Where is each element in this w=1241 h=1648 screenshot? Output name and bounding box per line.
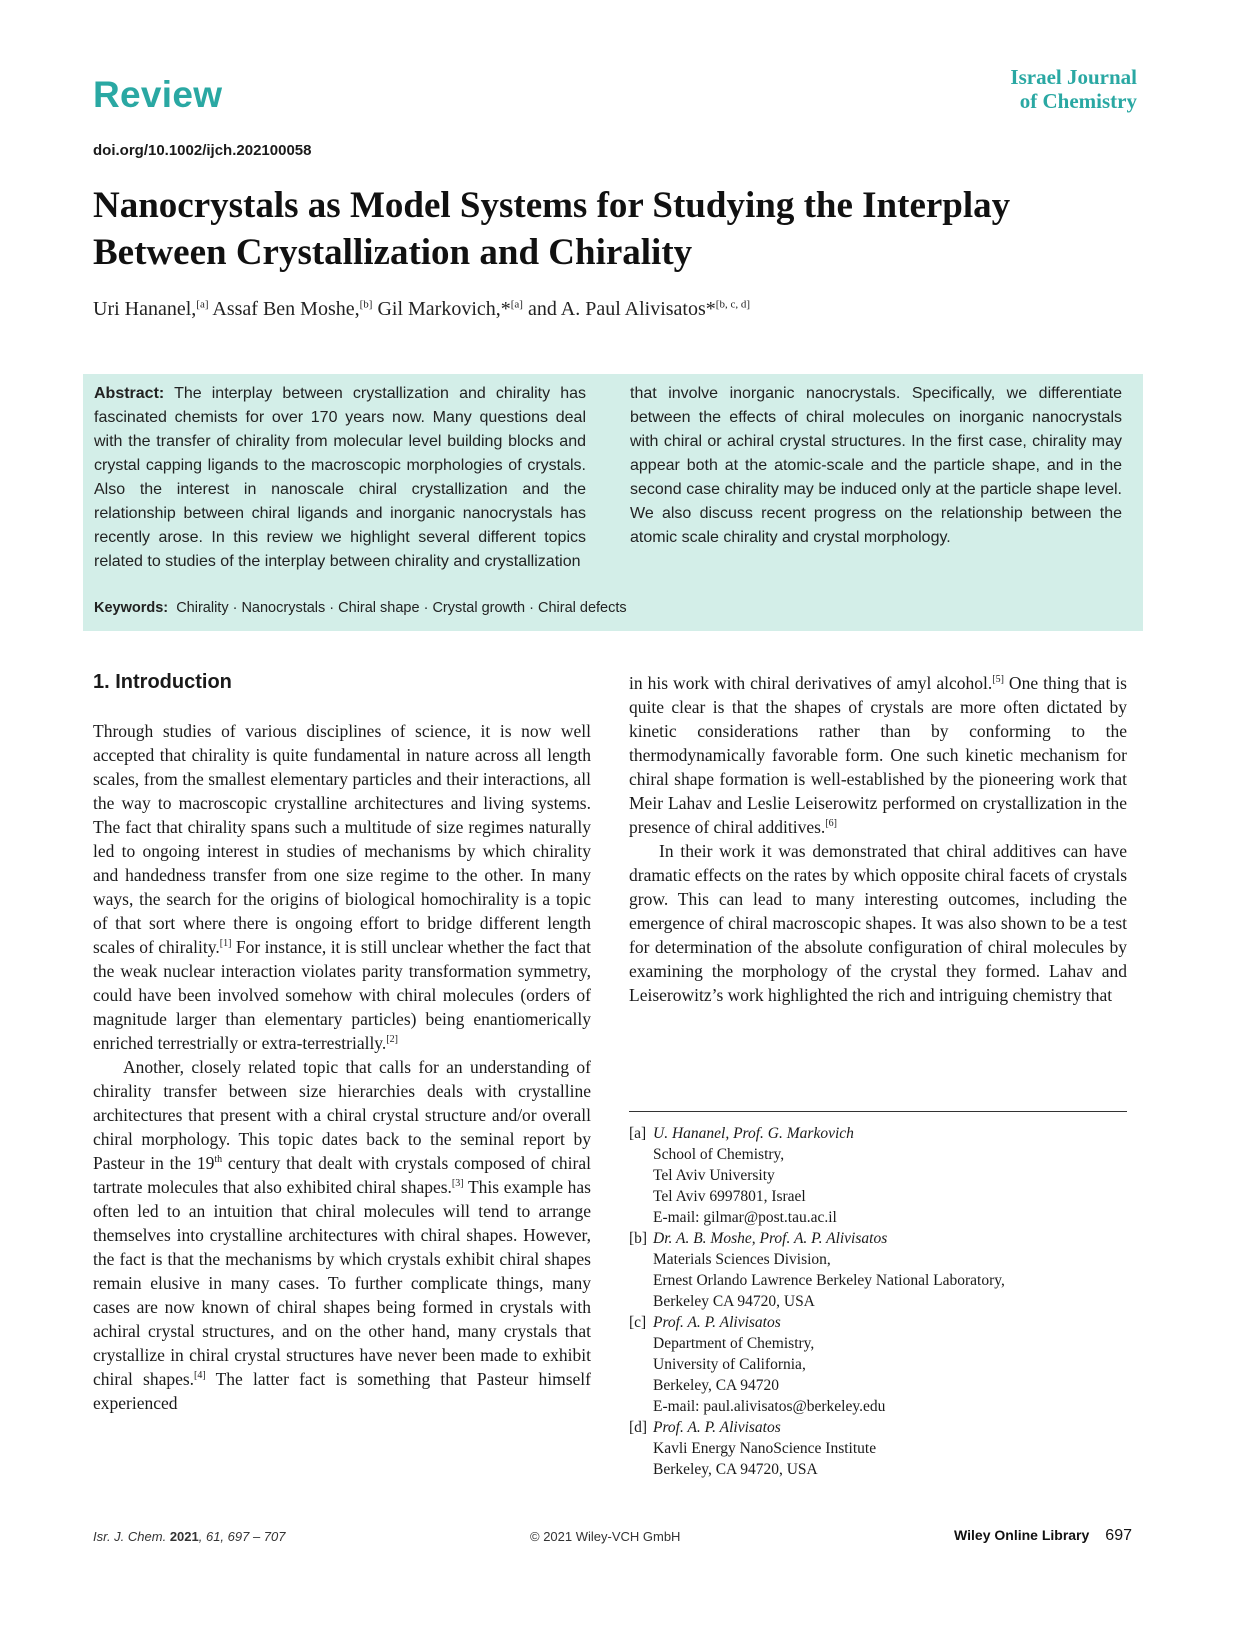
article-title [93,182,1153,276]
footnote-divider [629,1111,1127,1112]
affiliation-header [629,1312,1139,1333]
affiliation-names: Prof. A. P. Alivisatos [653,1419,781,1436]
abstract-box [83,374,1143,631]
affiliation-names: Dr. A. B. Moshe, Prof. A. P. Alivisatos [653,1230,888,1247]
affiliation-email[interactable]: E-mail: paul.alivisatos@berkeley.edu [653,1398,886,1415]
author-name: Gil Markovich,* [372,298,511,320]
author-affil: [a] [196,298,209,311]
affiliation-line: Tel Aviv University [653,1167,775,1184]
superscript: th [214,1154,223,1166]
paragraph-text: Another, closely related topic that calls for an understanding of chirality transfer between size hierarchies deals with crystalline architectures that present with a chiral crystal structure and/or overall chiral morphology. This topic dates back to the seminal report by Pasteur in the 19 [93,1057,591,1173]
keywords-label: Keywords: [94,600,169,616]
footer-volume-pages: , 61, 697 – 707 [198,1529,286,1544]
journal-name-line2: of Chemistry [1019,89,1137,113]
affiliation-line: Department of Chemistry, [653,1335,815,1352]
abstract-left-column [94,382,586,574]
paragraph-text: The latter fact is something that Pasteur himself experienced [93,1369,591,1413]
journal-name [937,65,1137,113]
abstract-text-left: The interplay between crystallization and chirality has fascinated chemists for over 170 years now. Many questions deal with the transfer of chirality from molecular level building blocks and crystal capping ligands to the macroscopic morphologies of crystals. Also the interest in nanoscale chiral crystallization and the relationship between chiral ligands and inorganic nanocrystals has recently arose. In this review we highlight several different topics related to studies of the interplay between chirality and crystallization [94,385,587,570]
affiliation-header [629,1228,1139,1249]
affiliations [629,1123,1139,1480]
affiliation-line: Berkeley, CA 94720, USA [653,1461,818,1478]
affiliation-tag: [a] [629,1125,647,1142]
footer-citation [93,1529,286,1544]
affiliation-line: University of California, [653,1356,806,1373]
affiliation-tag: [c] [629,1314,647,1331]
footer-year: 2021 [169,1529,199,1544]
author-name: and A. Paul Alivisatos* [522,298,716,320]
author-affil: [b, c, d] [715,298,750,311]
paragraph-text: This example has often led to an intuition that chiral molecules will tend to arrange themselves into crystalline architectures with chiral shapes. However, the fact is that the mechanisms by which crystals exhibit chiral shapes remain elusive in many cases. To further complicate things, many cases are now known of chiral shapes being formed in crystals with achiral crystal structures, and on the other hand, many crystals that crystallize in chiral crystal structures have never been made to exhibit chiral shapes. [93,1177,591,1389]
author-affil: [a] [510,298,523,311]
keywords [94,600,627,616]
body-left-column [93,719,591,1415]
citation-ref[interactable]: [4] [194,1370,206,1382]
paragraph-text: in his work with chiral derivatives of amyl alcohol. [629,673,993,693]
publisher-link[interactable]: Wiley Online Library [954,1527,1090,1543]
author-name: Uri Hananel, [93,298,197,320]
paragraph [93,1055,591,1415]
section-heading: 1. Introduction [93,671,232,693]
abstract-text-right: that involve inorganic nanocrystals. Specifically, we differentiate between the effects of chiral molecules on inorganic nanocrystals with chiral or achiral crystal structures. In the first case, chirality may appear both at the atomic-scale and the particle shape, and in the second case chirality may be induced only at the particle shape level. We also discuss recent progress on the relationship between the atomic scale chirality and crystal morphology. [630,385,1122,546]
paragraph-text: For instance, it is still unclear whether the fact that the weak nuclear interaction violates parity transformation symmetry, could have been involved somehow with chiral molecules (orders of magnitude larger than elementary particles) being enantiomerically enriched terrestrially or extra-terrestrially. [93,937,591,1053]
affiliation-names: Prof. A. P. Alivisatos [653,1314,781,1331]
affiliation-email[interactable]: E-mail: gilmar@post.tau.ac.il [653,1209,837,1226]
affiliation-tag: [d] [629,1419,648,1436]
journal-name-line1: Israel Journal [1010,65,1137,89]
title-line-1: Nanocrystals as Model Systems for Studying the Interplay [93,185,1011,226]
citation-ref[interactable]: [5] [992,674,1004,686]
affiliation-line: Tel Aviv 6997801, Israel [653,1188,806,1205]
affiliation-names: U. Hananel, Prof. G. Markovich [653,1125,854,1142]
paragraph-text: Through studies of various disciplines of science, it is now well accepted that chirality is quite fundamental in nature across all length scales, from the smallest elementary particles and their interactions, all the way to macroscopic crystalline architectures and living systems. The fact that chirality spans such a multitude of size regimes naturally led to ongoing interest in studies of mechanisms by which chirality and handedness transfer from one size regime to the other. In many ways, the search for the origins of biological homochirality is a topic of that sort where there is ongoing effort to bridge different length scales of chirality. [93,721,591,957]
affiliation-line: Kavli Energy NanoScience Institute [653,1440,877,1457]
author-name: Assaf Ben Moshe, [208,298,360,320]
affiliation-line: Ernest Orlando Lawrence Berkeley National Laboratory, [653,1272,1005,1289]
affiliation-tag: [b] [629,1230,648,1247]
affiliation-line: Berkeley, CA 94720 [653,1377,779,1394]
section-label: Review [93,74,223,115]
footer-copyright: © 2021 Wiley-VCH GmbH [530,1529,681,1544]
affiliation-line: Berkeley CA 94720, USA [653,1293,815,1310]
paragraph-text: century that dealt with crystals composed of chiral tartrate molecules that also exhibited chiral shapes. [93,1153,591,1197]
author-affil: [b] [359,298,373,311]
paragraph [93,719,591,1055]
affiliation-line: Materials Sciences Division, [653,1251,831,1268]
body-right-column [629,671,1127,1007]
citation-ref[interactable]: [6] [825,818,837,830]
doi-link[interactable]: doi.org/10.1002/ijch.202100058 [93,142,312,159]
author-list [93,298,750,321]
footer-publisher [954,1527,1132,1545]
affiliation-header [629,1123,1139,1144]
citation-ref[interactable]: [2] [386,1034,398,1046]
citation-ref[interactable]: [1] [219,938,232,950]
keywords-list: Chirality · Nanocrystals · Chiral shape · Crystal growth · Chiral defects [176,600,627,616]
page-number: 697 [1105,1527,1132,1544]
title-line-2: Between Crystallization and Chirality [93,232,693,273]
paragraph [629,671,1127,839]
journal-abbreviation: Isr. J. Chem. [93,1529,167,1544]
paragraph-text: One thing that is quite clear is that the shapes of crystals are more often dictated by kinetic considerations rather than by conforming to the thermodynamically favorable form. One such kinetic mechanism for chiral shape formation is well-established by the pioneering work that Meir Lahav and Leslie Leiserowitz performed on crystallization in the presence of chiral additives. [629,673,1127,837]
affiliation-line: School of Chemistry, [653,1146,785,1163]
paragraph: In their work it was demonstrated that chiral additives can have dramatic effects on the rates by which opposite chiral facets of crystals grow. This can lead to many interesting outcomes, including the emergence of chiral macroscopic shapes. It was also shown to be a test for determination of the absolute configuration of chiral molecules by examining the morphology of the crystal they formed. Lahav and Leiserowitz’s work highlighted the rich and intriguing chemistry that [629,841,1127,1005]
citation-ref[interactable]: [3] [451,1178,464,1190]
affiliation-header [629,1417,1139,1438]
abstract-label: Abstract: [94,385,165,402]
